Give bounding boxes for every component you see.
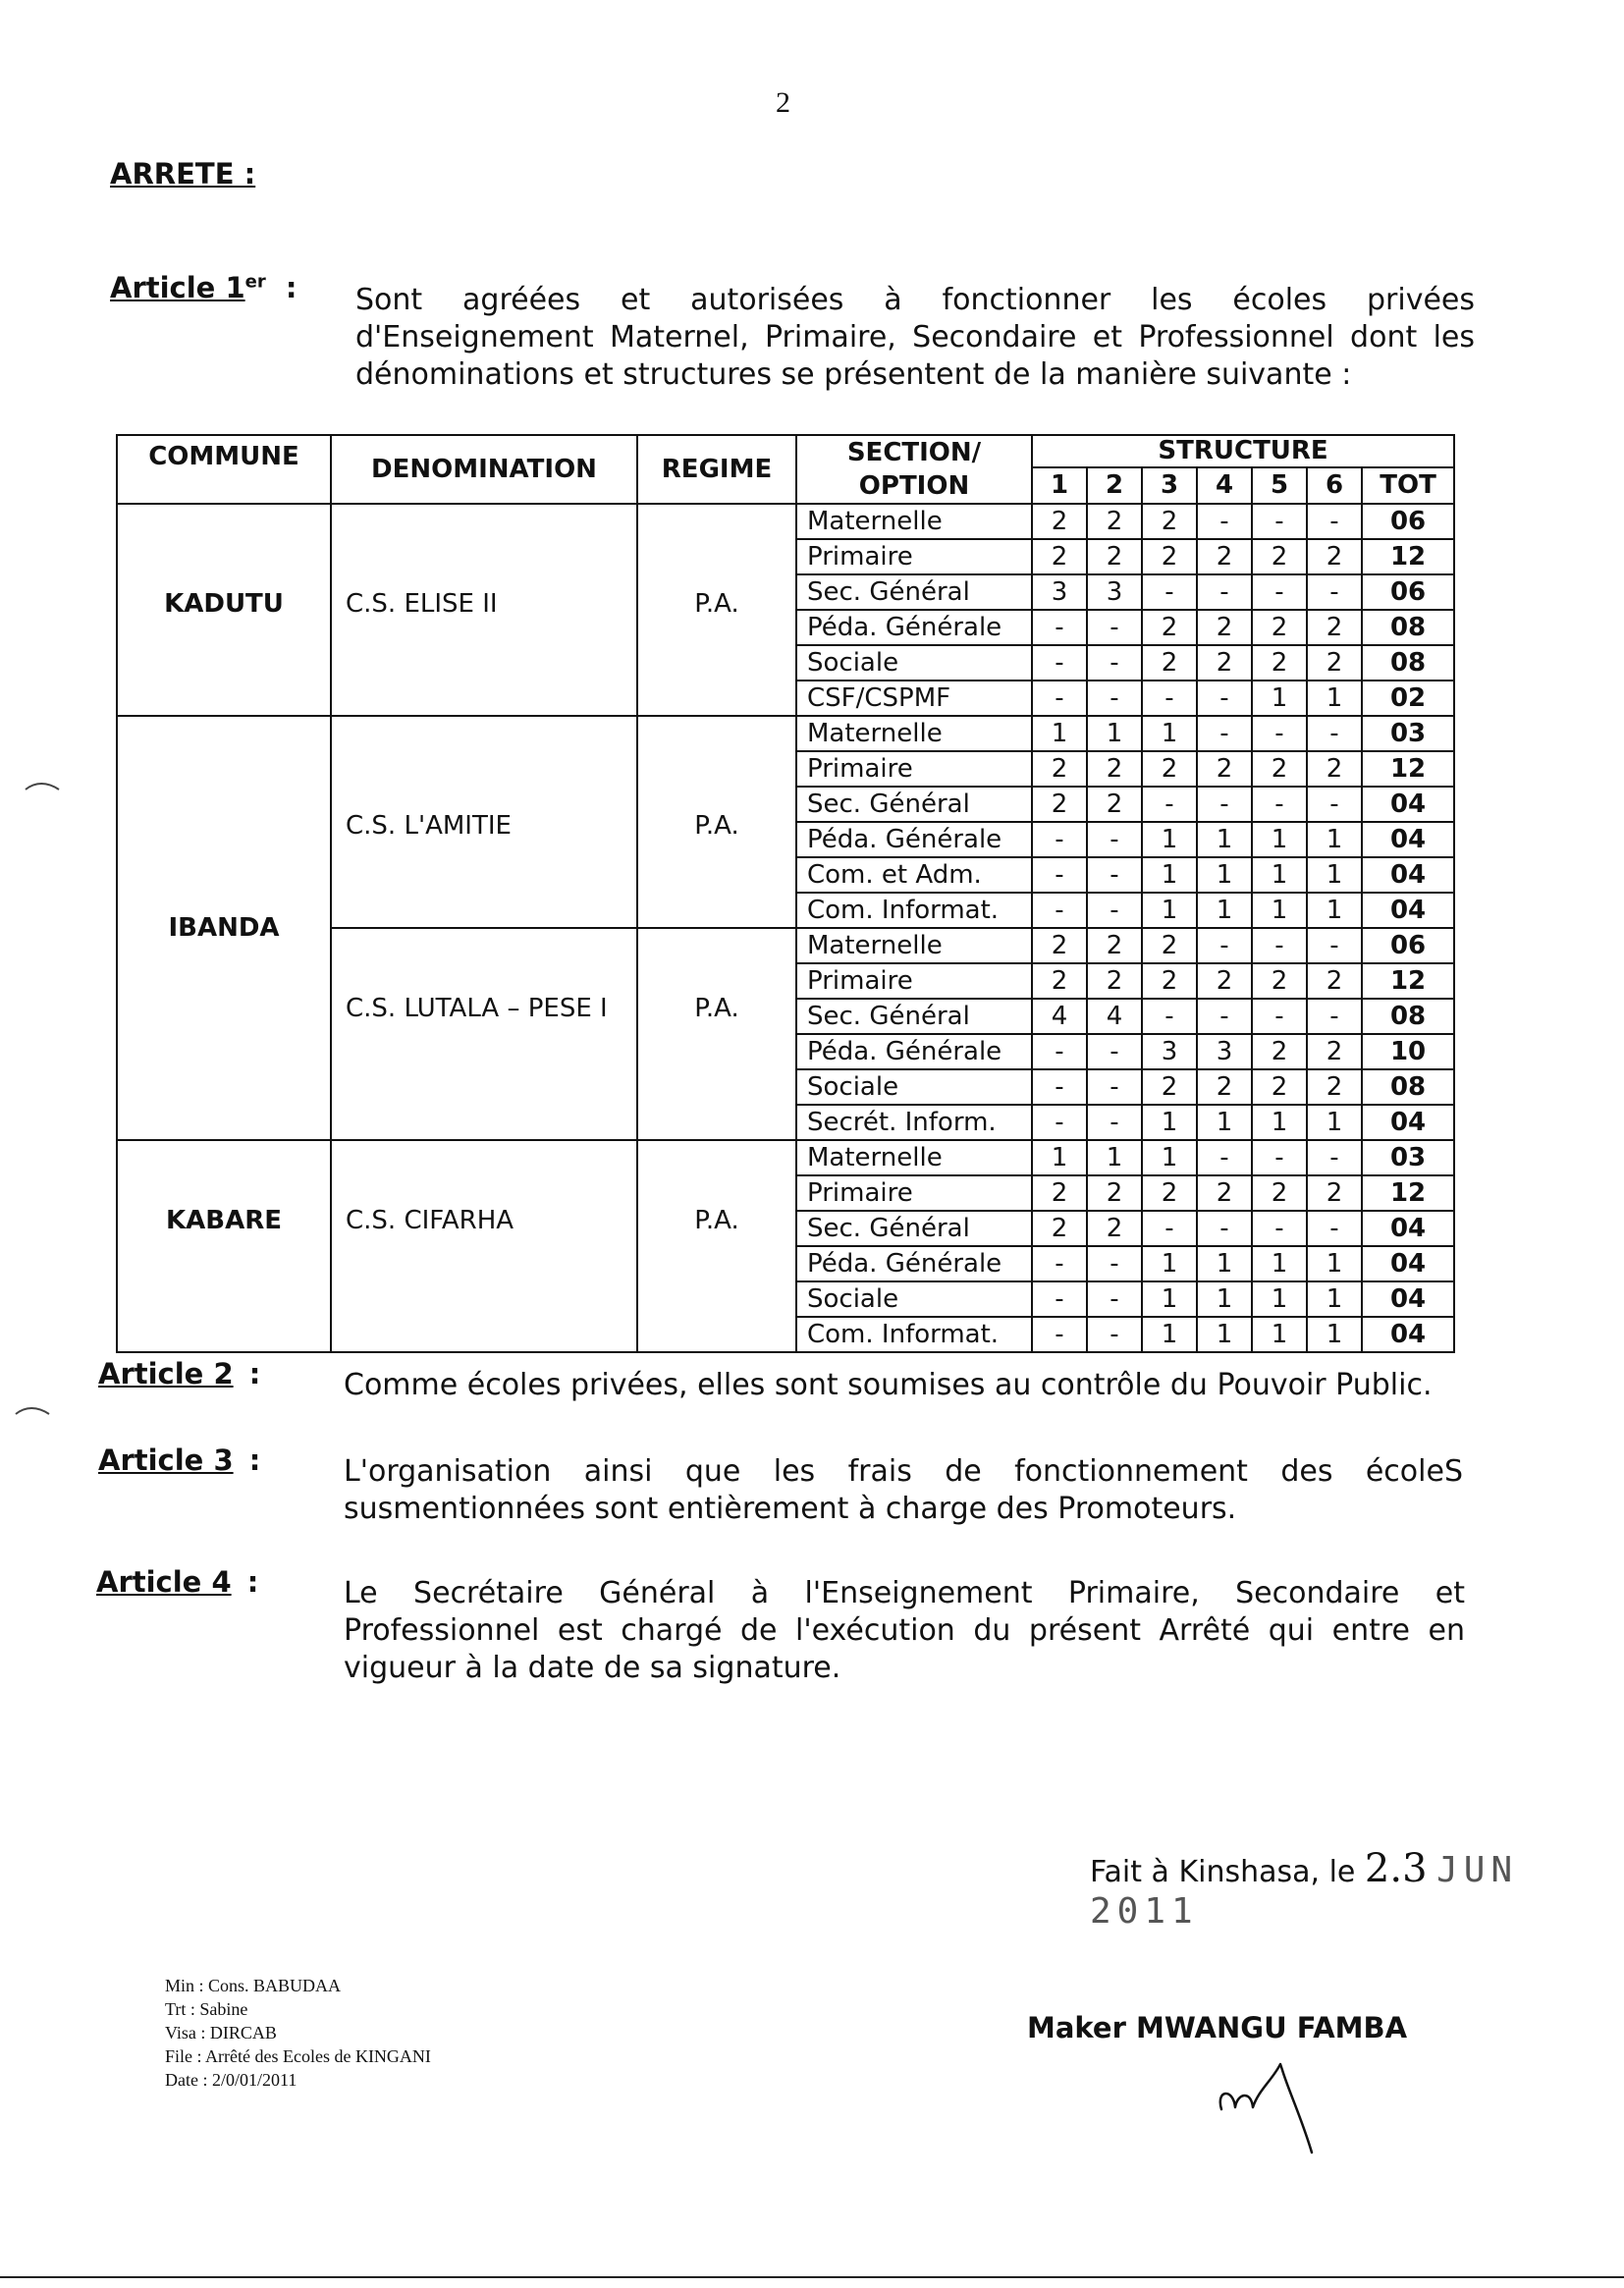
section-option-cell: Secrét. Inform.	[796, 1105, 1032, 1140]
structure-value-cell: 1	[1142, 1105, 1197, 1140]
structure-value-cell: -	[1032, 1281, 1087, 1317]
structure-value-cell: 2	[1142, 610, 1197, 645]
structure-value-cell: 2	[1032, 751, 1087, 787]
structure-value-cell: 2	[1252, 1175, 1307, 1211]
footnote-line: File : Arrêté des Ecoles de KINGANI	[165, 2046, 431, 2066]
structure-value-cell: 1	[1252, 1246, 1307, 1281]
total-cell: 08	[1362, 645, 1454, 681]
structure-value-cell: 2	[1032, 963, 1087, 999]
structure-value-cell: -	[1032, 1069, 1087, 1105]
structure-value-cell: 2	[1142, 963, 1197, 999]
total-cell: 04	[1362, 1246, 1454, 1281]
total-cell: 12	[1362, 539, 1454, 574]
total-cell: 04	[1362, 822, 1454, 857]
structure-value-cell: -	[1087, 1034, 1142, 1069]
structure-value-cell: -	[1307, 574, 1362, 610]
structure-value-cell: 3	[1197, 1034, 1252, 1069]
section-option-cell: Péda. Générale	[796, 610, 1032, 645]
structure-value-cell: 1	[1197, 857, 1252, 893]
section-option-cell: Sec. Général	[796, 574, 1032, 610]
total-cell: 12	[1362, 751, 1454, 787]
structure-value-cell: -	[1252, 716, 1307, 751]
structure-value-cell: 1	[1307, 681, 1362, 716]
article-4-text: Le Secrétaire Général à l'Enseignement Primaire, Secondaire et Professionnel est chargé de l'exécution du présent Arrêté qui entre en vigueur à la date de sa signature.	[344, 1576, 1465, 1685]
structure-value-cell: -	[1252, 928, 1307, 963]
structure-value-cell: -	[1032, 1034, 1087, 1069]
structure-value-cell: 2	[1197, 1069, 1252, 1105]
regime-cell: P.A.	[637, 1140, 796, 1352]
structure-value-cell: 2	[1307, 645, 1362, 681]
section-option-cell: Maternelle	[796, 504, 1032, 539]
structure-value-cell: 2	[1087, 928, 1142, 963]
article-1-text: Sont agréées et autorisées à fonctionner les écoles privées d'Enseignement Maternel, Primaire, Secondaire et Professionnel dont les dénominations et structures se présentent de la manière suivante :	[355, 283, 1475, 392]
section-option-cell: CSF/CSPMF	[796, 681, 1032, 716]
structure-value-cell: 2	[1307, 1069, 1362, 1105]
total-cell: 03	[1362, 1140, 1454, 1175]
structure-value-cell: 1	[1032, 1140, 1087, 1175]
structure-value-cell: -	[1307, 716, 1362, 751]
structure-value-cell: -	[1142, 681, 1197, 716]
section-option-cell: Péda. Générale	[796, 1246, 1032, 1281]
structure-value-cell: 2	[1087, 787, 1142, 822]
structure-value-cell: -	[1252, 1211, 1307, 1246]
header-col-3: 3	[1142, 467, 1197, 504]
page-number: 2	[776, 86, 790, 119]
structure-value-cell: -	[1197, 928, 1252, 963]
document-title: ARRETE :	[110, 157, 256, 191]
header-section-option: SECTION/ OPTION	[796, 435, 1032, 504]
article-2-colon: :	[248, 1357, 261, 1390]
structure-value-cell: 1	[1197, 893, 1252, 928]
structure-value-cell: 2	[1197, 539, 1252, 574]
section-option-cell: Com. Informat.	[796, 1317, 1032, 1352]
section-option-cell: Primaire	[796, 539, 1032, 574]
structure-value-cell: 1	[1307, 1246, 1362, 1281]
structure-value-cell: -	[1307, 1140, 1362, 1175]
school-name-cell: C.S. L'AMITIE	[331, 716, 637, 928]
section-option-cell: Sociale	[796, 1069, 1032, 1105]
structure-value-cell: 2	[1142, 1175, 1197, 1211]
total-cell: 08	[1362, 999, 1454, 1034]
article-1-label	[110, 271, 297, 304]
header-col-tot: TOT	[1362, 467, 1454, 504]
structure-value-cell: -	[1087, 893, 1142, 928]
structure-value-cell: 1	[1142, 1246, 1197, 1281]
structure-value-cell: -	[1142, 999, 1197, 1034]
structure-value-cell: -	[1197, 1140, 1252, 1175]
table-row	[117, 504, 1454, 539]
structure-value-cell: 1	[1142, 857, 1197, 893]
structure-value-cell: -	[1087, 1317, 1142, 1352]
structure-value-cell: -	[1307, 1211, 1362, 1246]
structure-value-cell: 2	[1142, 645, 1197, 681]
structure-value-cell: 2	[1032, 504, 1087, 539]
structure-value-cell: 2	[1252, 963, 1307, 999]
structure-value-cell: -	[1252, 999, 1307, 1034]
total-cell: 04	[1362, 1211, 1454, 1246]
structure-value-cell: 4	[1032, 999, 1087, 1034]
structure-value-cell: -	[1032, 857, 1087, 893]
total-cell: 08	[1362, 610, 1454, 645]
article-1-colon: :	[285, 271, 298, 304]
structure-value-cell: 2	[1032, 787, 1087, 822]
header-structure: STRUCTURE	[1032, 435, 1454, 467]
structure-value-cell: 2	[1252, 610, 1307, 645]
regime-cell: P.A.	[637, 504, 796, 716]
structure-value-cell: 2	[1252, 539, 1307, 574]
structure-value-cell: 2	[1307, 539, 1362, 574]
structure-value-cell: -	[1032, 645, 1087, 681]
structure-value-cell: 2	[1307, 1175, 1362, 1211]
section-option-cell: Sociale	[796, 645, 1032, 681]
structure-value-cell: -	[1307, 999, 1362, 1034]
structure-value-cell: -	[1087, 822, 1142, 857]
article-3-label-main: Article 3	[98, 1444, 234, 1477]
structure-value-cell: 1	[1252, 893, 1307, 928]
structure-value-cell: -	[1307, 787, 1362, 822]
structure-value-cell: 1	[1032, 716, 1087, 751]
table-row	[117, 716, 1454, 751]
structure-value-cell: -	[1032, 1105, 1087, 1140]
commune-cell: KADUTU	[117, 504, 331, 716]
structure-value-cell: 3	[1032, 574, 1087, 610]
place-date-prefix: Fait à Kinshasa, le	[1090, 1855, 1356, 1889]
structure-value-cell: 1	[1252, 1281, 1307, 1317]
structure-value-cell: -	[1252, 1140, 1307, 1175]
total-cell: 12	[1362, 1175, 1454, 1211]
structure-value-cell: -	[1197, 1211, 1252, 1246]
structure-value-cell: -	[1032, 822, 1087, 857]
article-3-text: L'organisation ainsi que les frais de fonctionnement des écoleS susmentionnées sont entièrement à charge des Promoteurs.	[344, 1454, 1463, 1526]
total-cell: 03	[1362, 716, 1454, 751]
structure-value-cell: 2	[1307, 1034, 1362, 1069]
commune-cell: KABARE	[117, 1140, 331, 1352]
place-date	[1090, 1846, 1624, 1932]
structure-value-cell: -	[1197, 787, 1252, 822]
structure-value-cell: 1	[1087, 716, 1142, 751]
header-col-5: 5	[1252, 467, 1307, 504]
structure-value-cell: 2	[1197, 1175, 1252, 1211]
structure-value-cell: 2	[1142, 539, 1197, 574]
structure-value-cell: -	[1142, 574, 1197, 610]
structure-value-cell: -	[1032, 893, 1087, 928]
signature	[1214, 2050, 1351, 2158]
structure-value-cell: 2	[1087, 504, 1142, 539]
header-col-4: 4	[1197, 467, 1252, 504]
structure-value-cell: -	[1197, 716, 1252, 751]
structure-value-cell: -	[1087, 681, 1142, 716]
section-option-cell: Com. et Adm.	[796, 857, 1032, 893]
section-option-cell: Sec. Général	[796, 999, 1032, 1034]
schools-structure-table	[116, 434, 1455, 1353]
school-name-cell: C.S. CIFARHA	[331, 1140, 637, 1352]
structure-value-cell: 2	[1087, 751, 1142, 787]
structure-value-cell: -	[1142, 1211, 1197, 1246]
table-row	[117, 1140, 1454, 1175]
regime-cell: P.A.	[637, 716, 796, 928]
structure-value-cell: -	[1087, 1105, 1142, 1140]
header-commune: COMMUNE	[117, 435, 331, 504]
structure-value-cell: -	[1197, 574, 1252, 610]
structure-value-cell: 2	[1087, 1211, 1142, 1246]
stamped-month-year: JUN 2011	[1090, 1850, 1519, 1932]
header-regime: REGIME	[637, 435, 796, 504]
structure-value-cell: 1	[1087, 1140, 1142, 1175]
structure-value-cell: 1	[1197, 822, 1252, 857]
structure-value-cell: -	[1307, 504, 1362, 539]
structure-value-cell: 1	[1252, 681, 1307, 716]
section-option-cell: Primaire	[796, 963, 1032, 999]
article-3-label	[98, 1444, 260, 1477]
structure-value-cell: 4	[1087, 999, 1142, 1034]
total-cell: 02	[1362, 681, 1454, 716]
section-option-cell: Péda. Générale	[796, 822, 1032, 857]
structure-value-cell: 1	[1307, 1317, 1362, 1352]
structure-value-cell: 2	[1032, 928, 1087, 963]
structure-value-cell: 2	[1307, 751, 1362, 787]
article-2-text: Comme écoles privées, elles sont soumises au contrôle du Pouvoir Public.	[344, 1368, 1433, 1402]
article-4-label-main: Article 4	[96, 1565, 232, 1599]
total-cell: 10	[1362, 1034, 1454, 1069]
structure-value-cell: 2	[1087, 539, 1142, 574]
total-cell: 06	[1362, 928, 1454, 963]
structure-value-cell: 2	[1087, 963, 1142, 999]
header-denomination: DENOMINATION	[331, 435, 637, 504]
structure-value-cell: 1	[1142, 893, 1197, 928]
total-cell: 12	[1362, 963, 1454, 999]
structure-value-cell: -	[1197, 681, 1252, 716]
structure-value-cell: 1	[1307, 822, 1362, 857]
article-2-label	[98, 1357, 260, 1390]
section-option-cell: Sec. Général	[796, 1211, 1032, 1246]
section-option-cell: Maternelle	[796, 1140, 1032, 1175]
structure-value-cell: -	[1087, 610, 1142, 645]
article-3-colon: :	[248, 1444, 261, 1477]
structure-value-cell: 2	[1252, 1034, 1307, 1069]
article-2-label-main: Article 2	[98, 1357, 234, 1390]
structure-value-cell: 2	[1197, 610, 1252, 645]
total-cell: 06	[1362, 574, 1454, 610]
margin-mark	[14, 1400, 53, 1420]
total-cell: 04	[1362, 1281, 1454, 1317]
total-cell: 08	[1362, 1069, 1454, 1105]
header-col-1: 1	[1032, 467, 1087, 504]
section-option-cell: Primaire	[796, 1175, 1032, 1211]
structure-value-cell: -	[1032, 681, 1087, 716]
section-option-cell: Sociale	[796, 1281, 1032, 1317]
structure-value-cell: 1	[1142, 1281, 1197, 1317]
structure-value-cell: 1	[1142, 1140, 1197, 1175]
structure-value-cell: -	[1142, 787, 1197, 822]
structure-value-cell: 2	[1142, 751, 1197, 787]
section-option-cell: Primaire	[796, 751, 1032, 787]
structure-value-cell: 2	[1307, 963, 1362, 999]
structure-value-cell: 1	[1197, 1281, 1252, 1317]
structure-value-cell: 1	[1252, 1317, 1307, 1352]
structure-value-cell: 1	[1142, 716, 1197, 751]
article-1-label-sup: er	[244, 271, 266, 293]
total-cell: 06	[1362, 504, 1454, 539]
structure-value-cell: 3	[1087, 574, 1142, 610]
total-cell: 04	[1362, 787, 1454, 822]
margin-mark	[24, 776, 63, 795]
structure-value-cell: 2	[1142, 928, 1197, 963]
structure-value-cell: 1	[1197, 1246, 1252, 1281]
footnote-block	[165, 1974, 431, 2092]
structure-value-cell: 1	[1197, 1105, 1252, 1140]
structure-value-cell: -	[1252, 574, 1307, 610]
article-4-label	[96, 1565, 258, 1599]
section-option-cell: Maternelle	[796, 928, 1032, 963]
structure-value-cell: 1	[1142, 1317, 1197, 1352]
structure-value-cell: 2	[1032, 539, 1087, 574]
footnote-line: Min : Cons. BABUDAA	[165, 1976, 342, 1995]
structure-value-cell: 1	[1307, 893, 1362, 928]
total-cell: 04	[1362, 1317, 1454, 1352]
article-1-label-main: Article 1	[110, 271, 245, 304]
school-name-cell: C.S. LUTALA – PESE I	[331, 928, 637, 1140]
structure-value-cell: -	[1307, 928, 1362, 963]
structure-value-cell: 1	[1252, 822, 1307, 857]
structure-value-cell: -	[1087, 1069, 1142, 1105]
section-option-cell: Sec. Général	[796, 787, 1032, 822]
structure-value-cell: 2	[1307, 610, 1362, 645]
article-4-colon: :	[246, 1565, 259, 1599]
structure-value-cell: 2	[1197, 645, 1252, 681]
structure-value-cell: -	[1087, 645, 1142, 681]
structure-value-cell: 2	[1032, 1175, 1087, 1211]
footnote-line: Trt : Sabine	[165, 1999, 248, 2019]
commune-cell: IBANDA	[117, 716, 331, 1140]
structure-value-cell: 1	[1252, 857, 1307, 893]
structure-value-cell: 1	[1307, 1281, 1362, 1317]
structure-value-cell: -	[1032, 1317, 1087, 1352]
handwritten-day: 2.3	[1364, 1846, 1428, 1891]
structure-value-cell: -	[1087, 857, 1142, 893]
section-option-cell: Péda. Générale	[796, 1034, 1032, 1069]
section-option-cell: Com. Informat.	[796, 893, 1032, 928]
header-col-2: 2	[1087, 467, 1142, 504]
structure-value-cell: -	[1197, 999, 1252, 1034]
footnote-line: Date : 2/0/01/2011	[165, 2070, 298, 2090]
structure-value-cell: 2	[1197, 751, 1252, 787]
structure-value-cell: 1	[1197, 1317, 1252, 1352]
structure-value-cell: 2	[1142, 1069, 1197, 1105]
structure-value-cell: 2	[1142, 504, 1197, 539]
structure-value-cell: 1	[1142, 822, 1197, 857]
structure-value-cell: -	[1087, 1246, 1142, 1281]
bottom-rule	[0, 2276, 1624, 2278]
structure-value-cell: -	[1032, 610, 1087, 645]
structure-value-cell: -	[1087, 1281, 1142, 1317]
section-option-cell: Maternelle	[796, 716, 1032, 751]
structure-value-cell: 2	[1252, 751, 1307, 787]
structure-value-cell: 2	[1252, 645, 1307, 681]
total-cell: 04	[1362, 1105, 1454, 1140]
structure-value-cell: 1	[1307, 1105, 1362, 1140]
total-cell: 04	[1362, 893, 1454, 928]
structure-value-cell: -	[1252, 504, 1307, 539]
signer-name: Maker MWANGU FAMBA	[1027, 2011, 1408, 2044]
structure-value-cell: 2	[1032, 1211, 1087, 1246]
total-cell: 04	[1362, 857, 1454, 893]
regime-cell: P.A.	[637, 928, 796, 1140]
structure-value-cell: 1	[1252, 1105, 1307, 1140]
header-col-6: 6	[1307, 467, 1362, 504]
structure-value-cell: 2	[1197, 963, 1252, 999]
footnote-line: Visa : DIRCAB	[165, 2023, 277, 2043]
structure-value-cell: -	[1032, 1246, 1087, 1281]
structure-value-cell: 1	[1307, 857, 1362, 893]
structure-value-cell: -	[1252, 787, 1307, 822]
structure-value-cell: 2	[1087, 1175, 1142, 1211]
structure-value-cell: 3	[1142, 1034, 1197, 1069]
school-name-cell: C.S. ELISE II	[331, 504, 637, 716]
structure-value-cell: -	[1197, 504, 1252, 539]
structure-value-cell: 2	[1252, 1069, 1307, 1105]
